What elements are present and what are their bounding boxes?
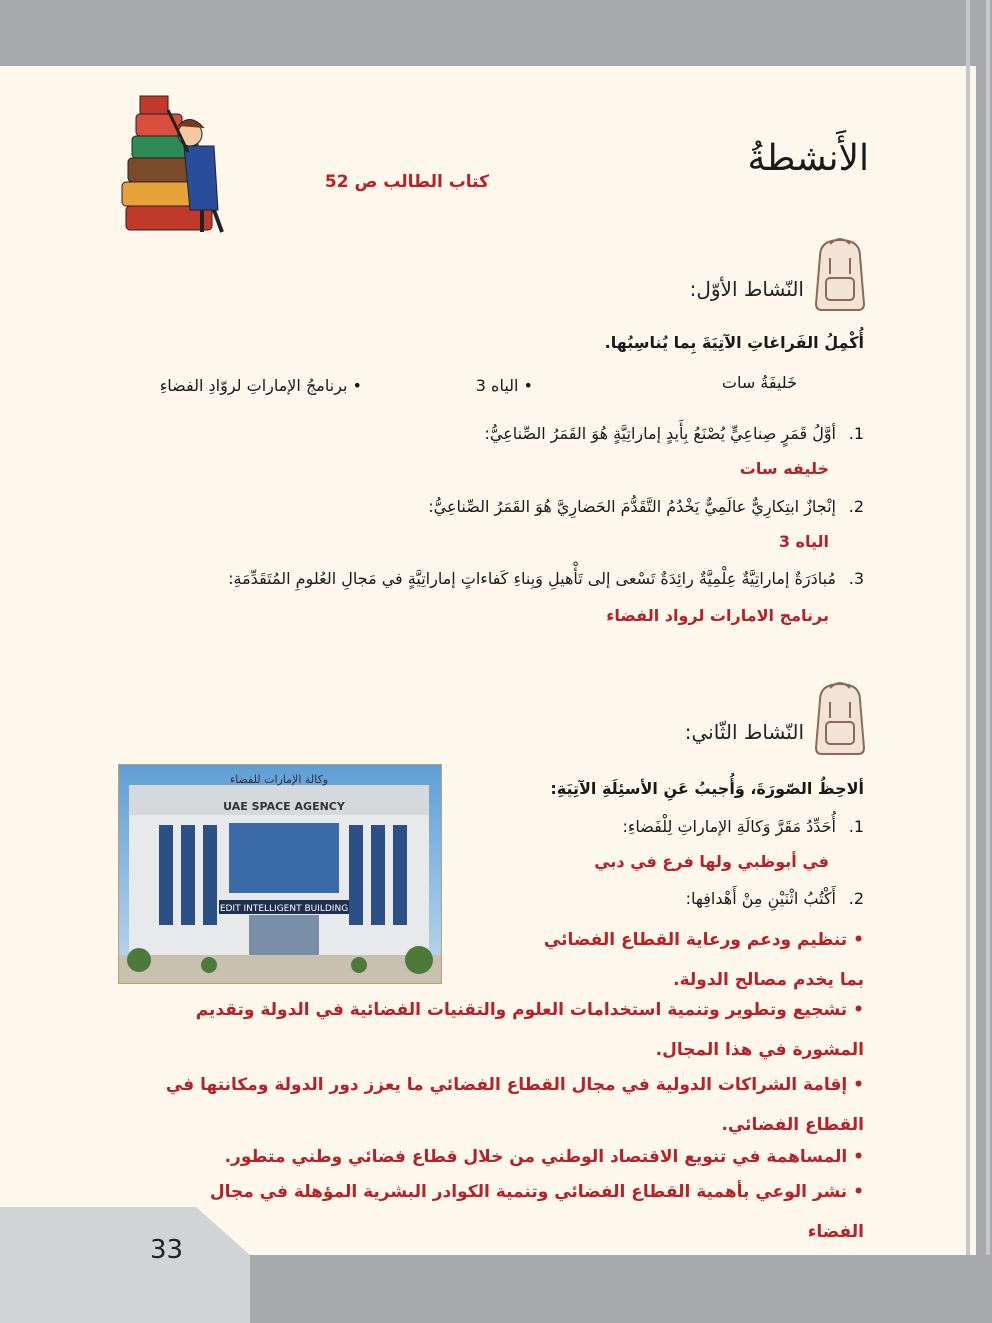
activity2-heading: النّشاط الثّاني: — [684, 720, 804, 744]
answer-a2-1: في أبوظبي ولها فرع في دبي — [594, 852, 829, 871]
goal-item: • تنظيم ودعم ورعاية القطاع الفضائي بما يخدم مصالح الدولة. — [543, 930, 864, 990]
word-bank-item: • برنامجُ الإماراتِ لروّادِ الفضاءِ — [159, 376, 362, 395]
activity1-instruction: أُكْمِلُ الفَراغاتِ الآتِيَةَ بِما يُناسِبُها. — [604, 333, 864, 352]
answer-3: برنامج الامارات لرواد الفضاء — [606, 606, 829, 625]
footer-band — [0, 1207, 992, 1323]
answer-2: الياه 3 — [778, 532, 829, 551]
goal-item: • المساهمة في تنويع الاقتصاد الوطني من خلال قطاع فضائي وطني متطور. — [224, 1147, 864, 1167]
activity2-instruction: ألاحِظُ الصّورَةَ، وَأُجيبُ عَنِ الأسئِلَةِ الآتِيَةِ: — [550, 779, 864, 798]
edge-stripe — [966, 0, 970, 1323]
page-number: 33 — [150, 1235, 184, 1265]
books-illustration — [118, 90, 240, 240]
question-1: 1.أوَّلُ قَمَرٍ صِناعِيٍّ يُصْنَعُ بِأَيدٍ إماراتِيَّةٍ هُوَ القَمَرُ الصِّناعِيُّ: — [484, 424, 864, 443]
photo-sign-arabic: وكالة الإمارات للفضاء — [229, 773, 329, 786]
question-a2-2: 2.أَكْتُبُ اثْنَيْنِ مِنْ أَهْدافِها: — [685, 889, 864, 908]
top-bar — [0, 0, 992, 66]
goal-item: • نشر الوعي بأهمية القطاع الفضائي وتنمية الكوادر البشرية المؤهلة في مجال الفضاء — [209, 1182, 864, 1242]
goal-item: • إقامة الشراكات الدولية في مجال القطاع الفضائي ما يعزز دور الدولة ومكانتها في القطاع الفضائي. — [165, 1075, 864, 1135]
book-reference: كتاب الطالب ص 52 — [324, 172, 489, 192]
activity1-heading: النّشاط الأوّل: — [689, 277, 804, 301]
photo-sign-english: UAE SPACE AGENCY — [223, 800, 345, 813]
photo-banner: EDIT INTELLIGENT BUILDING — [219, 904, 349, 914]
space-agency-photo — [118, 764, 442, 984]
page-title: الأَنشطةُ — [747, 138, 869, 179]
backpack-icon — [806, 234, 874, 314]
question-3: 3.مُبادَرَةٌ إماراتِيَّةٌ عِلْمِيَّةٌ رائِدَةٌ تَسْعى إلى تَأْهيلِ وَبِناءِ كَفاءاتٍ إماراتِيَّةٍ في مَجالِ العُلومِ المُتَقَدِّمَةِ: — [228, 569, 864, 588]
word-bank-item: خَليفَةُ سات — [721, 373, 797, 392]
answer-1: خليفه سات — [739, 459, 829, 478]
edge-stripe — [986, 0, 990, 1323]
question-2: 2.إنْجازٌ ابتِكارِيٌّ عالَمِيٌّ يَخْدُمُ التَّقَدُّمَ الحَضارِيَّ هُوَ القَمَرُ الصِّناعِيُّ: — [428, 497, 864, 516]
goal-item: • تشجيع وتطوير وتنمية استخدامات العلوم والتقنيات الفضائية في الدولة وتقديم المشورة في هذا المجال. — [195, 1000, 864, 1060]
backpack-icon — [806, 678, 874, 758]
question-a2-1: 1.أُحَدِّدُ مَقَرَّ وَكالَةِ الإماراتِ لِلْفَضاءِ: — [622, 817, 864, 836]
word-bank-item: • الياه 3 — [475, 376, 533, 395]
